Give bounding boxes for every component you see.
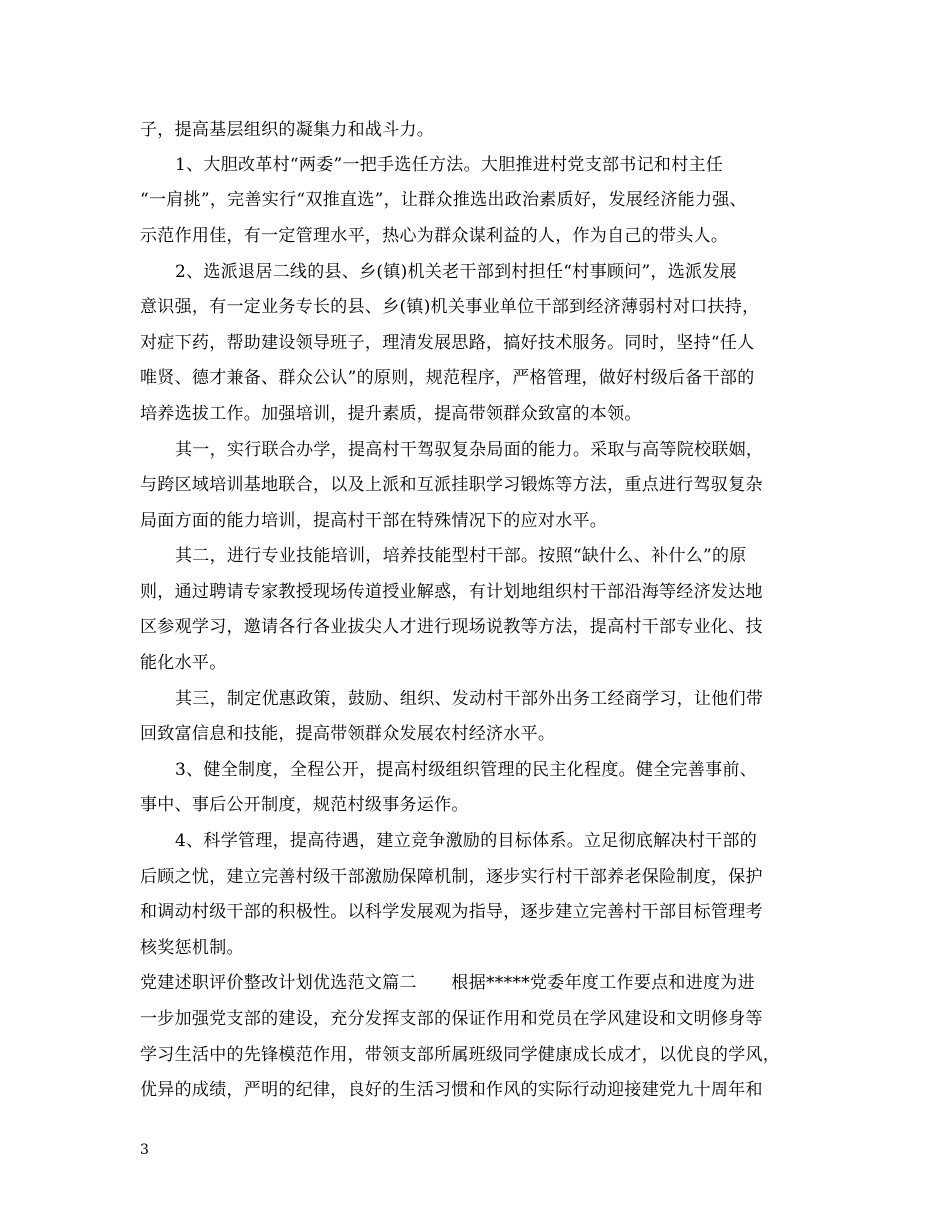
text-line: 局面方面的能力培训，提高村干部在特殊情况下的应对水平。	[140, 511, 608, 531]
text-line: 核奖惩机制。	[140, 938, 244, 958]
text-line: 2、选派退居二线的县、乡(镇)机关老干部到村担任“村事顾问”，选派发展	[175, 262, 737, 282]
text-line: 优异的成绩，严明的纪律，良好的生活习惯和作风的实际行动迎接建党九十周年和	[140, 1080, 763, 1100]
text-line: 其三，制定优惠政策，鼓励、组织、发动村干部外出务工经商学习，让他们带	[175, 689, 764, 709]
text-line: 则，通过聘请专家教授现场传道授业解惑，有计划地组织村干部沿海等经济发达地	[140, 582, 763, 602]
text-line: 1、大胆改革村“两委”一把手选任方法。大胆推进村党支部书记和村主任	[175, 155, 724, 175]
text-line: 学习生活中的先锋模范作用，带领支部所属班级同学健康成长成才，以优良的学风，	[140, 1045, 781, 1065]
text-line: 示范作用佳，有一定管理水平，热心为群众谋利益的人，作为自己的带头人。	[140, 226, 729, 246]
text-line: 一步加强党支部的建设，充分发挥支部的保证作用和党员在学风建设和文明修身等	[140, 1009, 763, 1029]
text-line: 其二，进行专业技能培训，培养技能型村干部。按照“缺什么、补什么”的原	[175, 546, 747, 566]
text-line: 区参观学习，邀请各行各业拔尖人才进行现场说教等方法，提高村干部专业化、技	[140, 617, 763, 637]
text-line: 能化水平。	[140, 653, 227, 673]
text-line: 意识强，有一定业务专长的县、乡(镇)机关事业单位干部到经济薄弱村对口扶持，	[140, 297, 760, 317]
text-line: 唯贤、德才兼备、群众公认”的原则，规范程序，严格管理，做好村级后备干部的	[140, 368, 755, 388]
text-line: 其一，实行联合办学，提高村干驾驭复杂局面的能力。采取与高等院校联姻，	[175, 440, 764, 460]
text-line: 子，提高基层组织的凝集力和战斗力。	[140, 120, 435, 140]
text-line: 党建述职评价整改计划优选范文篇二 根据*****党委年度工作要点和进度为进	[140, 973, 755, 993]
text-line: 与跨区域培训基地联合，以及上派和互派挂职学习锻炼等方法，重点进行驾驭复杂	[140, 475, 763, 495]
text-line: 回致富信息和技能，提高带领群众发展农村经济水平。	[140, 724, 556, 744]
text-line: 和调动村级干部的积极性。以科学发展观为指导，逐步建立完善村干部目标管理考	[140, 902, 763, 922]
text-line: 后顾之忧，建立完善村级干部激励保障机制，逐步实行村干部养老保险制度，保护	[140, 867, 763, 887]
text-line: “一肩挑”，完善实行“双推直选”，让群众推选出政治素质好，发展经济能力强、	[140, 190, 747, 210]
page-number: 3	[140, 1142, 149, 1158]
text-line: 4、科学管理，提高待遇，建立竞争激励的目标体系。立足彻底解决村干部的	[175, 831, 758, 851]
text-line: 3、健全制度，全程公开，提高村级组织管理的民主化程度。健全完善事前、	[175, 760, 758, 780]
text-line: 事中、事后公开制度，规范村级事务运作。	[140, 795, 469, 815]
text-line: 对症下药，帮助建设领导班子，理清发展思路，搞好技术服务。同时，坚持“任人	[140, 333, 755, 353]
text-line: 培养选拔工作。加强培训，提升素质，提高带领群众致富的本领。	[140, 404, 642, 424]
